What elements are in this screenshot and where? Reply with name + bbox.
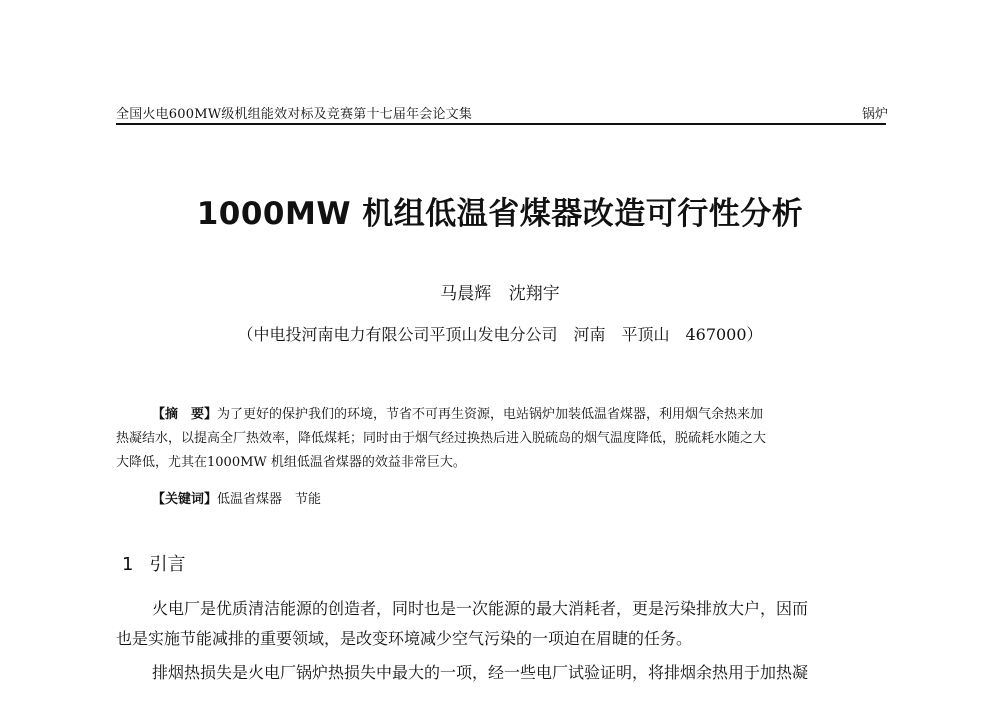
- paragraph: [116, 594, 888, 654]
- paragraph-line: 也是实施节能减排的重要领域，是改变环境减少空气污染的一项迫在眉睫的任务。: [116, 629, 693, 648]
- keywords: [152, 488, 321, 507]
- author-list: [0, 279, 1000, 304]
- paragraph-line: 排烟热损失是火电厂锅炉热损失中最大的一项，经一些电厂试验证明，将排烟余热用于加热凝: [152, 663, 809, 682]
- affiliation: （中电投河南电力有限公司平顶山发电分公司 河南 平顶山 467000）: [237, 325, 763, 344]
- keywords-text: 低温省煤器 节能: [217, 492, 322, 507]
- abstract: [116, 403, 888, 475]
- keywords-label: 【关键词】: [152, 492, 218, 507]
- section-title: 引言: [149, 554, 186, 575]
- abstract-line: 大降低，尤其在1000MW 机组低温省煤器的效益非常巨大。: [116, 455, 466, 470]
- abstract-label: 【摘 要】: [152, 407, 218, 422]
- abstract-text: 为了更好的保护我们的环境，节省不可再生资源，电站锅炉加装低温省煤器，利用烟气余热来加: [217, 407, 764, 422]
- author-name: 马晨辉: [440, 284, 492, 304]
- abstract-line: [116, 403, 888, 427]
- running-header-title: 全国火电600MW级机组能效对标及竞赛第十七届年会论文集: [116, 107, 473, 122]
- paragraph-line: 火电厂是优质清洁能源的创造者，同时也是一次能源的最大消耗者，更是污染排放大户，因而: [152, 599, 809, 618]
- header-rule: [116, 123, 886, 125]
- abstract-line: 热凝结水，以提高全厂热效率，降低煤耗；同时由于烟气经过换热后进入脱硫岛的烟气温度降低，脱硫耗水随之大: [116, 431, 767, 446]
- section-number: 1: [122, 554, 134, 575]
- paragraph: [116, 658, 888, 688]
- section-heading: [122, 550, 185, 576]
- author-name: 沈翔宇: [508, 284, 560, 304]
- paper-title: 1000MW 机组低温省煤器改造可行性分析: [196, 196, 804, 232]
- running-header-section: 锅炉: [861, 107, 888, 122]
